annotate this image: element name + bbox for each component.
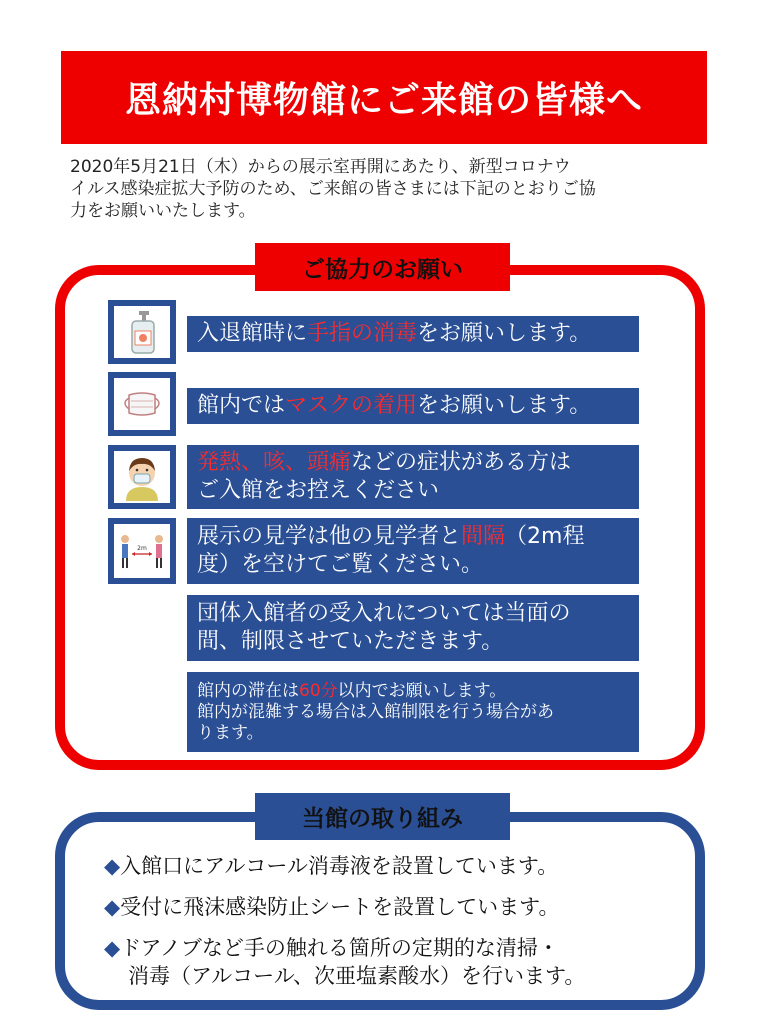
request-highlight: 60分 — [299, 680, 338, 701]
request-text: 館内の滞在は — [197, 680, 299, 701]
face-mask-icon-box — [108, 372, 176, 436]
hand-sanitizer-icon-box — [108, 300, 176, 364]
diamond-bullet-icon: ◆ — [104, 854, 121, 878]
social-distance-icon — [114, 524, 170, 578]
page-title: 恩納村博物館にご来館の皆様へ — [124, 80, 643, 121]
efforts-heading: 当館の取り組み — [302, 806, 463, 832]
request-text: 以内でお願いします。 — [337, 680, 507, 701]
effort-text: 入館口にアルコール消毒液を設置しています。 — [120, 854, 559, 878]
face-mask-icon — [114, 378, 170, 430]
title-banner — [61, 51, 707, 144]
intro-line: 力をお願いいたします。 — [70, 201, 256, 221]
request-text: ご入館をお控えください — [197, 478, 440, 503]
effort-text: 消毒（アルコール、次亜塩素酸水）を行います。 — [128, 964, 586, 988]
request-highlight: マスクの着用 — [285, 393, 418, 418]
hand-sanitizer-icon — [114, 306, 170, 358]
effort-item — [104, 852, 684, 880]
distance-label: 2m — [137, 545, 147, 552]
request-text: をお願いします。 — [417, 393, 592, 418]
request-text: ります。 — [197, 722, 264, 743]
request-text: 間、制限させていただきます。 — [197, 629, 504, 654]
request-highlight: 発熱、咳、頭痛 — [197, 450, 352, 475]
social-distance-icon-box — [108, 518, 176, 584]
effort-item — [104, 934, 684, 990]
requests-heading-box — [255, 243, 510, 291]
diamond-bullet-icon: ◆ — [104, 936, 121, 960]
request-text: （2m程 — [505, 524, 585, 549]
request-text: などの症状がある方は — [351, 450, 572, 475]
request-item — [187, 316, 639, 352]
sick-person-icon — [114, 451, 170, 503]
intro-line: イルス感染症拡大予防のため、ご来館の皆さまには下記のとおりご協 — [70, 179, 596, 199]
effort-text: 受付に飛沫感染防止シートを設置しています。 — [120, 895, 560, 919]
request-text: 館内では — [197, 393, 286, 418]
request-item — [187, 388, 639, 424]
request-highlight: 手指の消毒 — [307, 321, 418, 346]
request-highlight: 間隔 — [461, 524, 506, 549]
request-text: 館内が混雑する場合は入館制限を行う場合があ — [197, 701, 554, 722]
request-text: 入退館時に — [197, 321, 308, 346]
diamond-bullet-icon: ◆ — [104, 895, 121, 919]
request-item — [187, 595, 639, 661]
request-item — [187, 672, 639, 752]
effort-text: ドアノブなど手の触れる箇所の定期的な清掃・ — [120, 936, 559, 960]
intro-line: 2020年5月21日（木）からの展示室再開にあたり、新型コロナウ — [70, 157, 571, 177]
efforts-heading-box — [255, 793, 510, 840]
request-item — [187, 518, 639, 584]
sick-person-icon-box — [108, 445, 176, 509]
effort-item — [104, 893, 684, 921]
request-text: 度）を空けてご覧ください。 — [197, 552, 484, 577]
intro-text — [70, 156, 700, 222]
requests-heading: ご協力のお願い — [302, 256, 463, 283]
request-item — [187, 445, 639, 509]
request-text: をお願いします。 — [417, 321, 592, 346]
request-text: 展示の見学は他の見学者と — [197, 524, 462, 549]
request-text: 団体入館者の受入れについては当面の — [197, 601, 571, 626]
